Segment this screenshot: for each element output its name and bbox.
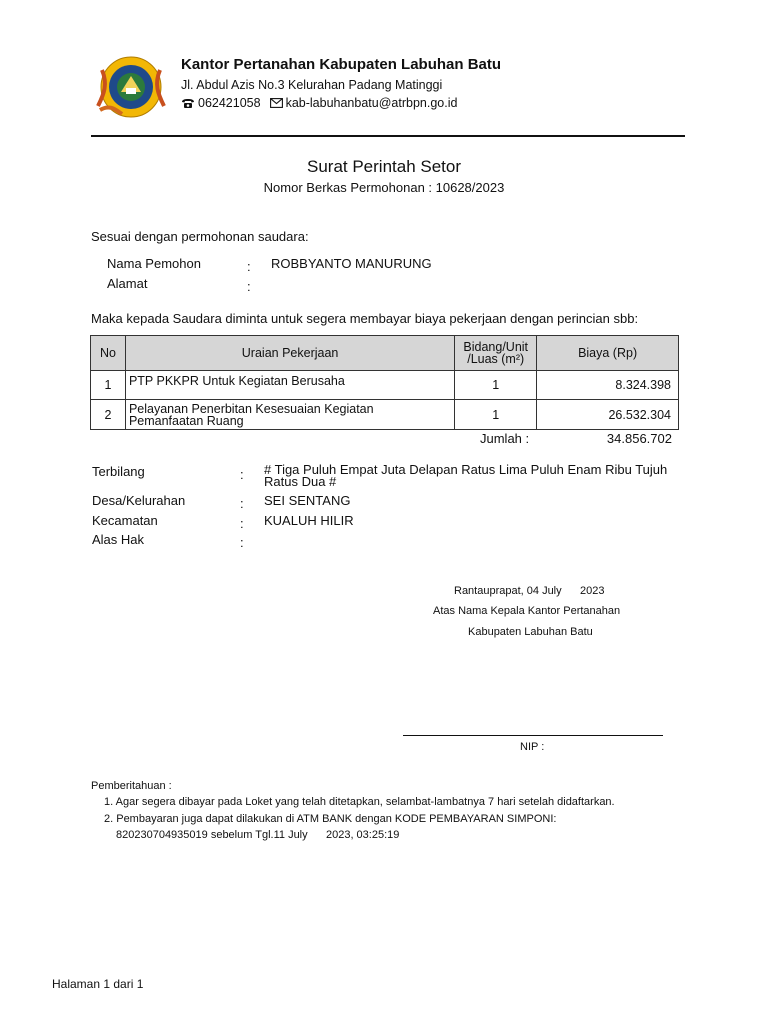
colon: :: [247, 279, 251, 294]
notice-payment-code: 820230704935019 sebelum Tgl.11 July 2023, 03:25:19: [116, 829, 400, 841]
header-no: No: [91, 336, 126, 371]
colon: :: [240, 516, 244, 531]
page-number: Halaman 1 dari 1: [52, 977, 144, 991]
total-value: 34.856.702: [606, 431, 672, 446]
table-row: [91, 400, 679, 430]
header-divider: [91, 135, 685, 137]
atr-bpn-logo-icon: [92, 48, 170, 126]
notice-title: Pemberitahuan :: [91, 780, 172, 792]
row-uraian-line1: Pelayanan Penerbitan Kesesuaian Kegiatan: [128, 401, 374, 416]
terbilang-line1: # Tiga Puluh Empat Juta Delapan Ratus Lima Puluh Enam Ribu Tujuh: [264, 462, 668, 477]
total-label: Jumlah :: [480, 431, 530, 446]
signature-on-behalf: Atas Nama Kepala Kantor Pertanahan: [433, 605, 621, 617]
applicant-name-label: Nama Pemohon: [107, 256, 201, 271]
envelope-icon: [270, 98, 283, 108]
office-phone: 062421058: [198, 96, 261, 110]
work-table: [90, 335, 679, 430]
row-uraian-line2: Pemanfaatan Ruang: [128, 413, 244, 428]
colon: :: [240, 535, 244, 550]
office-address: Jl. Abdul Azis No.3 Kelurahan Padang Matinggi: [181, 78, 443, 92]
notice-item-2: 2. Pembayaran juga dapat dilakukan di ATM BANK dengan KODE PEMBAYARAN SIMPONI:: [104, 813, 557, 825]
terbilang-line2: Ratus Dua #: [264, 474, 337, 489]
row-bidang: 1: [455, 371, 537, 400]
row-no: 1: [91, 371, 126, 400]
alas-hak-label: Alas Hak: [92, 532, 145, 547]
intro-text: Sesuai dengan permohonan saudara:: [91, 229, 309, 244]
office-email[interactable]: kab-labuhanbatu@atrbpn.go.id: [285, 96, 458, 110]
application-number: Nomor Berkas Permohonan : 10628/2023: [263, 180, 505, 195]
applicant-address-label: Alamat: [107, 276, 148, 291]
header-biaya: Biaya (Rp): [537, 336, 679, 371]
office-name: Kantor Pertanahan Kabupaten Labuhan Batu: [181, 56, 502, 73]
nip-label: NIP :: [520, 741, 545, 753]
notice-item-1: 1. Agar segera dibayar pada Loket yang telah ditetapkan, selambat-lambatnya 7 hari setelah didaftarkan.: [104, 796, 615, 808]
signature-line: [403, 735, 663, 736]
terbilang-label: Terbilang: [92, 464, 145, 479]
row-uraian: PTP PKKPR Untuk Kegiatan Berusaha: [125, 371, 454, 400]
document-title: Surat Perintah Setor: [306, 157, 462, 176]
signature-regency: Kabupaten Labuhan Batu: [468, 626, 593, 638]
desa-label: Desa/Kelurahan: [92, 493, 186, 508]
table-header-row: [91, 336, 679, 371]
phone-icon: [181, 98, 195, 109]
row-biaya: 8.324.398: [537, 371, 679, 400]
header-uraian: Uraian Pekerjaan: [125, 336, 454, 371]
row-uraian: [125, 400, 454, 430]
desa-value: SEI SENTANG: [264, 493, 351, 508]
header-bidang-line1: Bidang/Unit: [463, 340, 529, 354]
row-biaya: 26.532.304: [537, 400, 679, 430]
header-bidang: [455, 336, 537, 371]
row-no: 2: [91, 400, 126, 430]
applicant-name-value: ROBBYANTO MANURUNG: [271, 256, 432, 271]
row-bidang: 1: [455, 400, 537, 430]
colon: :: [240, 467, 244, 482]
header-bidang-line2: /Luas (m²): [467, 352, 525, 366]
colon: :: [240, 496, 244, 511]
office-contact: [181, 96, 457, 110]
table-row: [91, 371, 679, 400]
colon: :: [247, 259, 251, 274]
kecamatan-value: KUALUH HILIR: [264, 513, 354, 528]
kecamatan-label: Kecamatan: [92, 513, 158, 528]
instruction-text: Maka kepada Saudara diminta untuk segera membayar biaya pekerjaan dengan perincian sbb:: [91, 311, 639, 326]
signature-place-date: Rantauprapat, 04 July 2023: [454, 585, 605, 597]
terbilang-value: [264, 464, 667, 488]
